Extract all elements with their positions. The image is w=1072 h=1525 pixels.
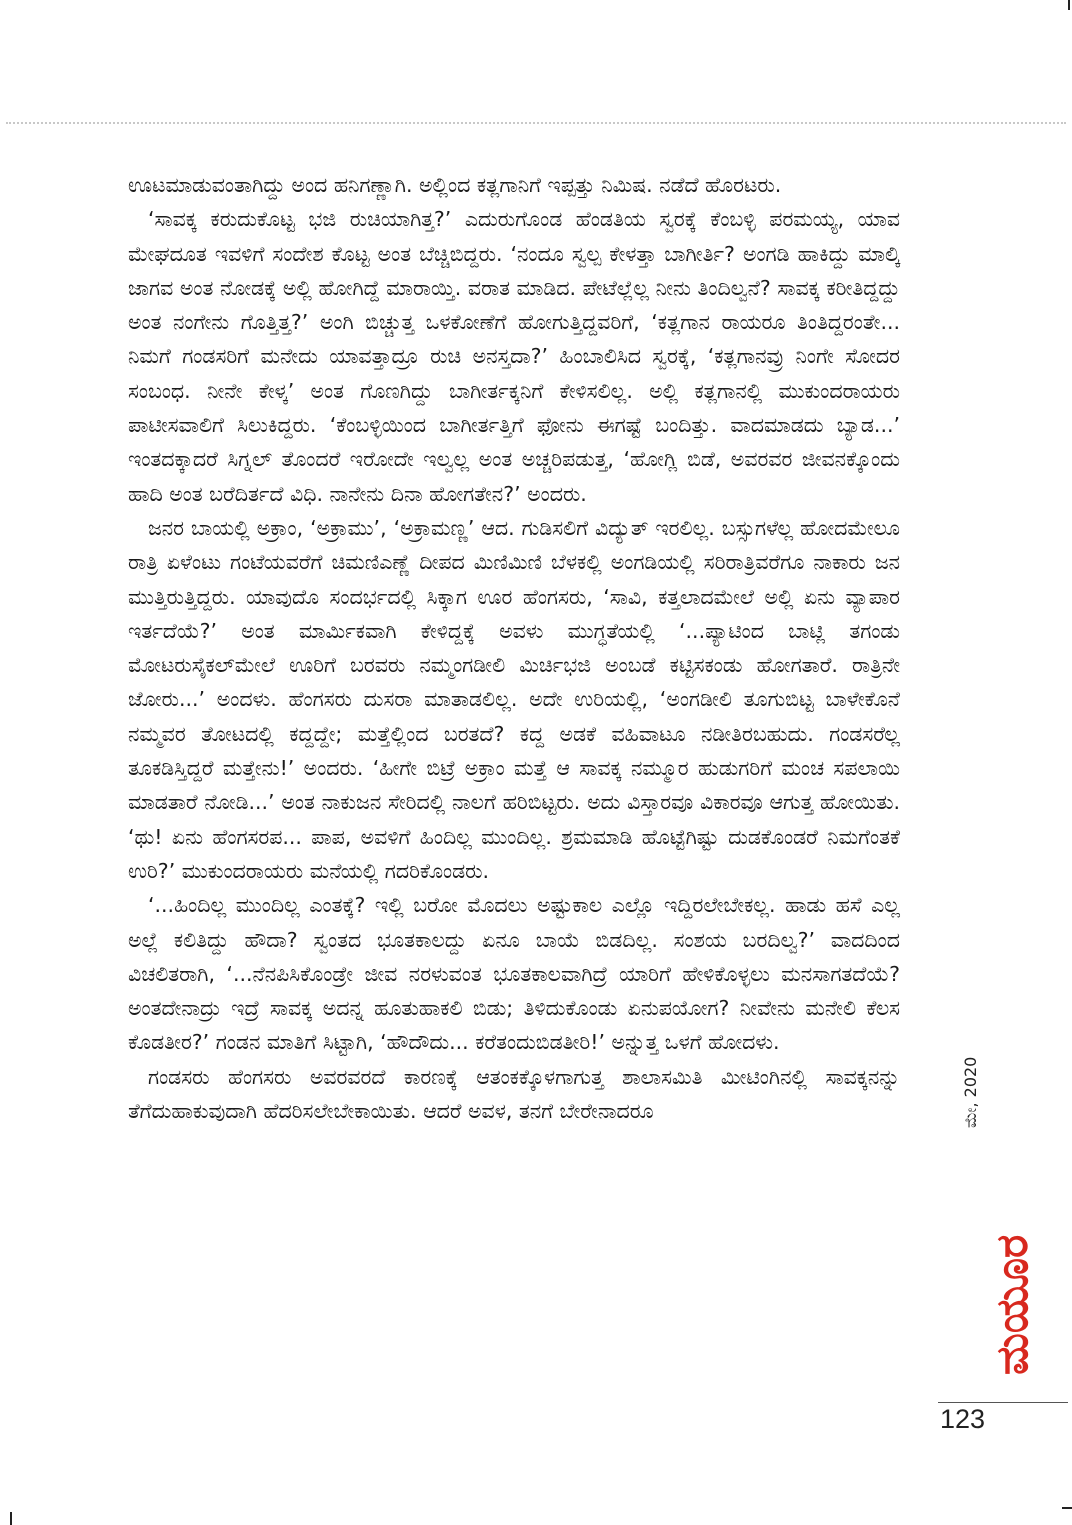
article-paragraph: ‘ಸಾವಕ್ಕ ಕರುದುಕೊಟ್ಟ ಭಜಿ ರುಚಿಯಾಗಿತ್ತ?’ ಎದುರುಗೊಂಡ ಹೆಂಡತಿಯ ಸ್ವರಕ್ಕೆ ಕೆಂಬಳ್ಳಿ ಪರಮಯ್ಯ, ಯಾವ ಮೇಘದೂತ ಇವಳಿಗೆ ಸಂದೇಶ ಕೊಟ್ಟ ಅಂತ ಬೆಚ್ಚಿಬಿದ್ದರು. ‘ನಂದೂ ಸ್ವಲ್ಪ ಕೇಳತ್ತಾ ಬಾಗೀರ್ತಿ? ಅಂಗಡಿ ಹಾಕಿದ್ದು ಮಾಲ್ಕಿ ಜಾಗವ ಅಂತ ನೋಡಕ್ಕೆ ಅಲ್ಲಿ ಹೋಗಿದ್ದೆ ಮಾರಾಯ್ತಿ. ವರಾತ ಮಾಡಿದ. ಪೇಟೆಲ್ಲೆಲ್ಲ ನೀನು ತಿಂದಿಲ್ವನೆ? ಸಾವಕ್ಕ ಕರೀತಿದ್ದದ್ದು ಅಂತ ನಂಗೇನು ಗೊತ್ತಿತ್ತ?’ ಅಂಗಿ ಬಿಚ್ಚುತ್ತ ಒಳಕೋಣೆಗೆ ಹೋಗುತ್ತಿದ್ದವರಿಗೆ, ‘ಕತ್ಲಗಾನ ರಾಯರೂ ತಿಂತಿದ್ದರಂತೇ... ನಿಮಗೆ ಗಂಡಸರಿಗೆ ಮನೇದು ಯಾವತ್ತಾದ್ರೂ ರುಚಿ ಅನಸ್ತದಾ?’ ಹಿಂಬಾಲಿಸಿದ ಸ್ವರಕ್ಕೆ, ‘ಕತ್ಲಗಾನವ್ರು ನಿಂಗೇ ಸೋದರ ಸಂಬಂಧ. ನೀನೇ ಕೇಳ್ಕ’ ಅಂತ ಗೊಣಗಿದ್ದು ಬಾಗೀರ್ತಕ್ಕನಿಗೆ ಕೇಳಿಸಲಿಲ್ಲ. ಅಲ್ಲಿ ಕತ್ಲಗಾನಲ್ಲಿ ಮುಕುಂದರಾಯರು ಪಾಟೀಸವಾಲಿಗೆ ಸಿಲುಕಿದ್ದರು. ‘ಕೆಂಬಳ್ಳಿಯಿಂದ ಬಾಗೀರ್ತತ್ತಿಗೆ ಫೋನು ಈಗಷ್ಟೆ ಬಂದಿತ್ತು. ವಾದಮಾಡದು ಬ್ಯಾಡ...’ ಇಂತದಕ್ಕಾದರೆ ಸಿಗ್ನಲ್ ತೊಂದರೆ ಇರೋದೇ ಇಲ್ವಲ್ಲ ಅಂತ ಅಚ್ಚರಿಪಡುತ್ತ, ‘ಹೋಗ್ಲಿ ಬಿಡೆ, ಅವರವರ ಜೀವನಕ್ಕೊಂದು ಹಾದಿ ಅಂತ ಬರೆದಿರ್ತದೆ ವಿಧಿ. ನಾನೇನು ದಿನಾ ಹೋಗತೇನ?’ ಅಂದರು. bbox=[128, 207, 900, 506]
sidebar bbox=[925, 1056, 1038, 1400]
article-paragraph: ಗಂಡಸರು ಹೆಂಗಸರು ಅವರವರದೆ ಕಾರಣಕ್ಕೆ ಆತಂಕಕ್ಕೊಳಗಾಗುತ್ತ ಶಾಲಾಸಮಿತಿ ಮೀಟಿಂಗಿನಲ್ಲಿ ಸಾವಕ್ಕನನ್ನು ತೆಗೆದುಹಾಕುವುದಾಗಿ ಹೆದರಿಸಲೇಬೇಕಾಯಿತು. ಆದರೆ ಅವಳ, ತನಗೆ ಬೇರೇನಾದರೂ bbox=[128, 1064, 900, 1124]
crop-mark-top-right bbox=[1068, 0, 1070, 10]
article-paragraph: ಜನರ ಬಾಯಲ್ಲಿ ಅಕ್ರಾಂ, ‘ಅಕ್ರಾಮು’, ‘ಅಕ್ರಾಮಣ್ಣ’ ಆದ. ಗುಡಿಸಲಿಗೆ ವಿದ್ಯುತ್ ಇರಲಿಲ್ಲ. ಬಸ್ಸುಗಳೆಲ್ಲ ಹೋದಮೇಲೂ ರಾತ್ರಿ ಏಳೆಂಟು ಗಂಟೆಯವರೆಗೆ ಚಿಮಣಿಎಣ್ಣೆ ದೀಪದ ಮಿಣಿಮಿಣಿ ಬೆಳಕಲ್ಲಿ ಅಂಗಡಿಯಲ್ಲಿ ಸರಿರಾತ್ರಿವರೆಗೂ ನಾಕಾರು ಜನ ಮುತ್ತಿರುತ್ತಿದ್ದರು. ಯಾವುದೊ ಸಂದರ್ಭದಲ್ಲಿ ಸಿಕ್ಕಾಗ ಊರ ಹೆಂಗಸರು, ‘ಸಾವಿ, ಕತ್ತಲಾದಮೇಲೆ ಅಲ್ಲಿ ಏನು ವ್ಯಾಪಾರ ಇರ್ತದೆಯೆ?’ ಅಂತ ಮಾರ್ಮಿಕವಾಗಿ ಕೇಳಿದ್ದಕ್ಕೆ ಅವಳು ಮುಗ್ಧತೆಯಲ್ಲಿ ‘...ಪ್ಯಾಟಿಂದ ಬಾಟ್ಲಿ ತಗಂಡು ಮೋಟರುಸೈಕಲ್‌ಮೇಲೆ ಊರಿಗೆ ಬರವರು ನಮ್ಮಂಗಡೀಲಿ ಮಿರ್ಚಿಭಜಿ ಅಂಬಡೆ ಕಟ್ಟಿಸಕಂಡು ಹೋಗತಾರೆ. ರಾತ್ರಿನೇ ಜೋರು...’ ಅಂದಳು. ಹೆಂಗಸರು ದುಸರಾ ಮಾತಾಡಲಿಲ್ಲ. ಅದೇ ಉರಿಯಲ್ಲಿ, ‘ಅಂಗಡೀಲಿ ತೂಗುಬಿಟ್ಟ ಬಾಳೇಕೊನೆ ನಮ್ಮವರ ತೋಟದಲ್ಲಿ ಕದ್ದದ್ದೇ; ಮತ್ತೆಲ್ಲಿಂದ ಬರತದೆ? ಕದ್ದ ಅಡಕೆ ವಹಿವಾಟೂ ನಡೀತಿರಬಹುದು. ಗಂಡಸರೆಲ್ಲ ತೂಕಡಿಸ್ತಿದ್ದರೆ ಮತ್ತೇನು!’ ಅಂದರು. ‘ಹೀಗೇ ಬಿಟ್ರೆ ಅಕ್ರಾಂ ಮತ್ತೆ ಆ ಸಾವಕ್ಕ ನಮ್ಮೂರ ಹುಡುಗರಿಗೆ ಮಂಚ ಸಪಲಾಯಿ ಮಾಡತಾರೆ ನೋಡಿ...’ ಅಂತ ನಾಕುಜನ ಸೇರಿದಲ್ಲಿ ನಾಲಗೆ ಹರಿಬಿಟ್ಟರು. ಅದು ವಿಸ್ತಾರವೂ ವಿಕಾರವೂ ಆಗುತ್ತ ಹೋಯಿತು. ‘ಥು! ಏನು ಹೆಂಗಸರಪ... ಪಾಪ, ಅವಳಿಗೆ ಹಿಂದಿಲ್ಲ ಮುಂದಿಲ್ಲ. ಶ್ರಮಮಾಡಿ ಹೊಟ್ಟೆಗಿಷ್ಟು ದುಡಕೊಂಡರೆ ನಿಮಗೆಂತಕೆ ಉರಿ?’ ಮುಕುಂದರಾಯರು ಮನೆಯಲ್ಲಿ ಗದರಿಕೊಂಡರು. bbox=[128, 515, 900, 883]
article-paragraph: ‘...ಹಿಂದಿಲ್ಲ ಮುಂದಿಲ್ಲ ಎಂತಕ್ಕೆ? ಇಲ್ಲಿ ಬರೋ ಮೊದಲು ಅಷ್ಟುಕಾಲ ಎಲ್ಲೊ ಇದ್ದಿರಲೇಬೇಕಲ್ಲ. ಹಾಡು ಹಸೆ ಎಲ್ಲ ಅಲ್ಲೆ ಕಲಿತಿದ್ದು ಹೌದಾ? ಸ್ವಂತದ ಭೂತಕಾಲದ್ದು ಏನೂ ಬಾಯೆ ಬಿಡದಿಲ್ಲ. ಸಂಶಯ ಬರದಿಲ್ವ?’ ವಾದದಿಂದ ವಿಚಲಿತರಾಗಿ, ‘...ನೆನಪಿಸಿಕೊಂಡ್ರೇ ಜೀವ ನರಳುವಂತ ಭೂತಕಾಲವಾಗಿದ್ರೆ ಯಾರಿಗೆ ಹೇಳಿಕೊಳ್ಳಲು ಮನಸಾಗತದೆಯೆ? ಅಂತದೇನಾದ್ರು ಇದ್ರೆ ಸಾವಕ್ಕ ಅದನ್ನ ಹೂತುಹಾಕಲಿ ಬಿಡು; ತಿಳಿದುಕೊಂಡು ಏನುಪಯೋಗ? ನೀವೇನು ಮನೇಲಿ ಕೆಲಸ ಕೊಡತೀರ?’ ಗಂಡನ ಮಾತಿಗೆ ಸಿಟ್ಟಾಗಿ, ‘ಹೌದೌದು... ಕರೆತಂದುಬಿಡತೀರಿ!’ ಅನ್ನುತ್ತ ಒಳಗೆ ಹೋದಳು. bbox=[128, 893, 900, 1055]
magazine-logo: ಮಯೂರ bbox=[987, 1234, 1038, 1375]
crop-mark-bottom-left bbox=[10, 1512, 12, 1525]
issue-date: ಮೇ, 2020 bbox=[961, 1056, 980, 1128]
article-body bbox=[128, 168, 900, 1128]
folio-rule bbox=[938, 1402, 1068, 1403]
page-number: 123 bbox=[940, 1404, 986, 1434]
crop-mark-bottom-right bbox=[1062, 1507, 1072, 1509]
header-dotted-rule bbox=[6, 122, 1066, 124]
article-paragraph: ಊಟಮಾಡುವಂತಾಗಿದ್ದು ಅಂದ ಹನಿಗಣ್ಣಾಗಿ. ಅಲ್ಲಿಂದ ಕತ್ಲಗಾನಿಗೆ ಇಪ್ಪತ್ತು ನಿಮಿಷ. ನಡೆದೆ ಹೊರಟರು. bbox=[128, 173, 782, 197]
